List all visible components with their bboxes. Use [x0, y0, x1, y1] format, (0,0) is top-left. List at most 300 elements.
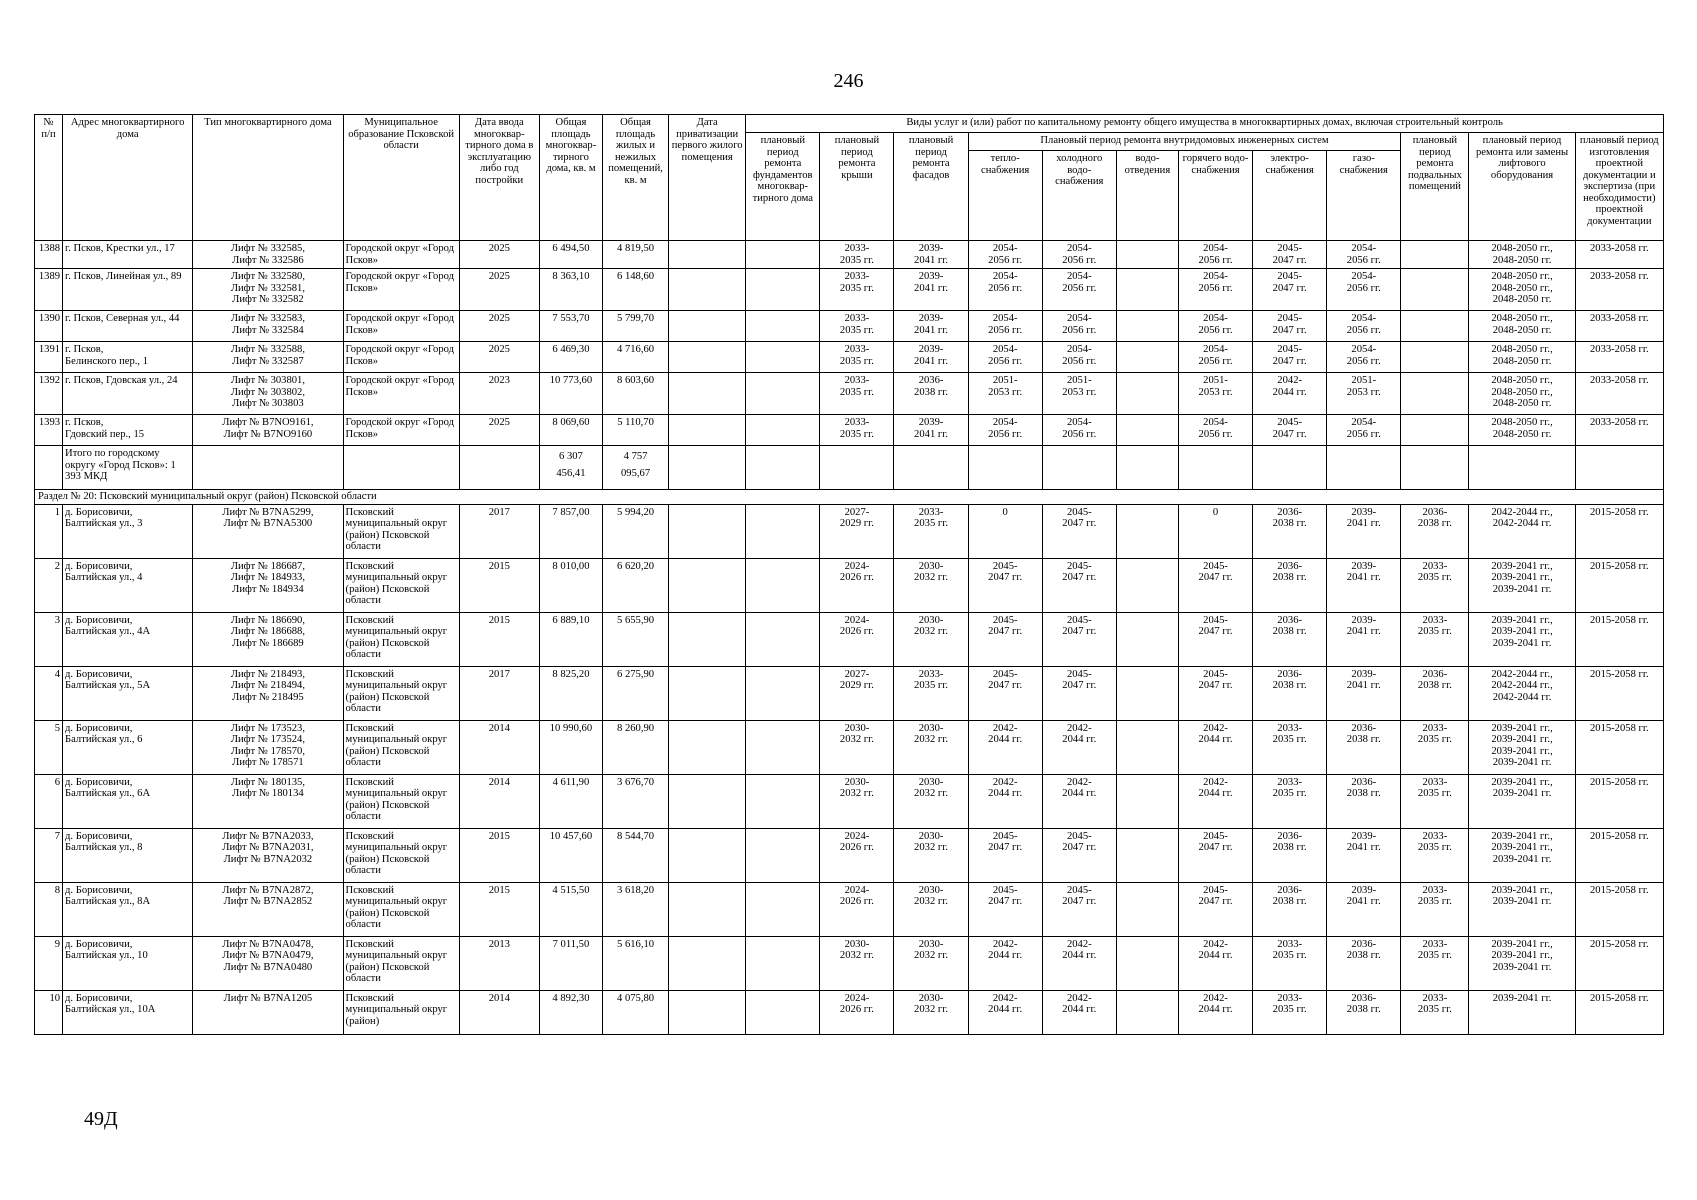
header-priv-date: Дата приватизации первого жилого помещения: [669, 115, 746, 241]
date-cell: 2014: [459, 990, 539, 1034]
hot-water-cell: 2042- 2044 гг.: [1178, 720, 1252, 774]
facade-cell: 2030- 2032 гг.: [894, 612, 968, 666]
project-cell: 2015-2058 гг.: [1575, 720, 1663, 774]
elevator-cell: 2039-2041 гг., 2039-2041 гг., 2039-2041 гг.: [1469, 936, 1575, 990]
elevator-cell: 2042-2044 гг., 2042-2044 гг., 2042-2044 гг.: [1469, 666, 1575, 720]
project-cell: 2015-2058 гг.: [1575, 828, 1663, 882]
drainage-cell: [1116, 990, 1178, 1034]
hot-water-cell: 2054- 2056 гг.: [1178, 342, 1252, 373]
roof-cell: 2024- 2026 гг.: [820, 882, 894, 936]
gas-cell: 2036- 2038 гг.: [1327, 720, 1401, 774]
project-cell: 2033-2058 гг.: [1575, 342, 1663, 373]
municipality-cell: Городской округ «Город Псков»: [343, 373, 459, 415]
basement-cell: 2033- 2035 гг.: [1401, 558, 1469, 612]
drainage-cell: [1116, 311, 1178, 342]
priv-date-cell: [669, 504, 746, 558]
table-row: [35, 936, 1664, 990]
hot-water-cell: 2054- 2056 гг.: [1178, 269, 1252, 311]
heat-cell: 2054- 2056 гг.: [968, 269, 1042, 311]
basement-cell: [1401, 342, 1469, 373]
basement-cell: 2033- 2035 гг.: [1401, 990, 1469, 1034]
project-cell: 2015-2058 гг.: [1575, 612, 1663, 666]
date-cell: 2023: [459, 373, 539, 415]
cold-water-cell: 2045- 2047 гг.: [1042, 882, 1116, 936]
facade-cell: 2039- 2041 гг.: [894, 311, 968, 342]
basement-cell: [1401, 269, 1469, 311]
date-cell: 2014: [459, 774, 539, 828]
gas-cell: 2054- 2056 гг.: [1327, 342, 1401, 373]
header-elevator: плановый период ремонта или замены лифтового оборудования: [1469, 133, 1575, 241]
roof-cell: 2030- 2032 гг.: [820, 936, 894, 990]
cold-water-cell: 2045- 2047 гг.: [1042, 558, 1116, 612]
hot-water-cell: 2045- 2047 гг.: [1178, 882, 1252, 936]
basement-cell: 2036- 2038 гг.: [1401, 504, 1469, 558]
heat-cell: 0: [968, 504, 1042, 558]
electric-cell: 2033- 2035 гг.: [1253, 774, 1327, 828]
roof-cell: 2024- 2026 гг.: [820, 990, 894, 1034]
heat-cell: 2054- 2056 гг.: [968, 241, 1042, 269]
address-cell: д. Борисовичи, Балтийская ул., 3: [63, 504, 193, 558]
date-cell: 2017: [459, 504, 539, 558]
header-works-group: Виды услуг и (или) работ по капитальному ремонту общего имущества в многоквартирных домах, включая строительный контроль: [746, 115, 1664, 133]
drainage-cell: [1116, 269, 1178, 311]
cold-water-cell: 2042- 2044 гг.: [1042, 720, 1116, 774]
elevator-cell: 2039-2041 гг., 2039-2041 гг., 2039-2041 гг.: [1469, 612, 1575, 666]
table-row: [35, 720, 1664, 774]
roof-cell: 2024- 2026 гг.: [820, 828, 894, 882]
roof-cell: 2033- 2035 гг.: [820, 269, 894, 311]
roof-cell: 2024- 2026 гг.: [820, 612, 894, 666]
date-cell: 2025: [459, 342, 539, 373]
total-area-cell: 10 990,60: [539, 720, 602, 774]
drainage-cell: [1116, 666, 1178, 720]
facade-cell: 2030- 2032 гг.: [894, 936, 968, 990]
electric-cell: 2036- 2038 гг.: [1253, 504, 1327, 558]
header-drainage: водо-отведения: [1116, 151, 1178, 241]
priv-date-cell: [669, 990, 746, 1034]
foundation-cell: [746, 558, 820, 612]
gas-cell: 2054- 2056 гг.: [1327, 311, 1401, 342]
foundation-cell: [746, 504, 820, 558]
res-area-cell: 8 544,70: [603, 828, 669, 882]
municipality-cell: Псковский муниципальный округ (район) Псковской области: [343, 774, 459, 828]
hot-water-cell: 2054- 2056 гг.: [1178, 241, 1252, 269]
hot-water-cell: 2051- 2053 гг.: [1178, 373, 1252, 415]
address-cell: д. Борисовичи, Балтийская ул., 10А: [63, 990, 193, 1034]
total-area-cell: 4 611,90: [539, 774, 602, 828]
roof-cell: 2033- 2035 гг.: [820, 415, 894, 446]
cold-water-cell: 2054- 2056 гг.: [1042, 342, 1116, 373]
row-number: 4: [35, 666, 63, 720]
drainage-cell: [1116, 373, 1178, 415]
date-cell: 2025: [459, 415, 539, 446]
cold-water-cell: 2045- 2047 гг.: [1042, 666, 1116, 720]
foundation-cell: [746, 828, 820, 882]
municipality-cell: Городской округ «Город Псков»: [343, 241, 459, 269]
facade-cell: 2030- 2032 гг.: [894, 774, 968, 828]
address-cell: д. Борисовичи, Балтийская ул., 10: [63, 936, 193, 990]
type-cell: Лифт № 332585, Лифт № 332586: [193, 241, 343, 269]
drainage-cell: [1116, 882, 1178, 936]
hot-water-cell: 0: [1178, 504, 1252, 558]
project-cell: 2033-2058 гг.: [1575, 373, 1663, 415]
header-facade: плановый период ремонта фасадов: [894, 133, 968, 241]
basement-cell: [1401, 241, 1469, 269]
section-row: [35, 490, 1664, 505]
cold-water-cell: 2045- 2047 гг.: [1042, 504, 1116, 558]
total-area-cell: 10 773,60: [539, 373, 602, 415]
basement-cell: [1401, 373, 1469, 415]
header-basement: плановый период ремонта подвальных помещений: [1401, 133, 1469, 241]
header-electric: электро-снабжения: [1253, 151, 1327, 241]
table-row: [35, 241, 1664, 269]
electric-cell: 2036- 2038 гг.: [1253, 882, 1327, 936]
elevator-cell: 2039-2041 гг.: [1469, 990, 1575, 1034]
header-num: № п/п: [35, 115, 63, 241]
foundation-cell: [746, 720, 820, 774]
header-systems-group: Плановый период ремонта внутридомовых инженерных систем: [968, 133, 1401, 151]
municipality-cell: Городской округ «Город Псков»: [343, 311, 459, 342]
hot-water-cell: 2045- 2047 гг.: [1178, 612, 1252, 666]
elevator-cell: 2048-2050 гг., 2048-2050 гг.: [1469, 241, 1575, 269]
basement-cell: [1401, 415, 1469, 446]
heat-cell: 2051- 2053 гг.: [968, 373, 1042, 415]
elevator-cell: 2048-2050 гг., 2048-2050 гг.: [1469, 311, 1575, 342]
elevator-cell: 2039-2041 гг., 2039-2041 гг.: [1469, 882, 1575, 936]
basement-cell: 2033- 2035 гг.: [1401, 936, 1469, 990]
municipality-cell: Псковский муниципальный округ (район) Псковской области: [343, 504, 459, 558]
type-cell: Лифт № 332588, Лифт № 332587: [193, 342, 343, 373]
total-area-cell: 6 469,30: [539, 342, 602, 373]
address-cell: д. Борисовичи, Балтийская ул., 6: [63, 720, 193, 774]
heat-cell: 2042- 2044 гг.: [968, 936, 1042, 990]
drainage-cell: [1116, 241, 1178, 269]
res-area-cell: 3 618,20: [603, 882, 669, 936]
basement-cell: 2033- 2035 гг.: [1401, 882, 1469, 936]
electric-cell: 2033- 2035 гг.: [1253, 720, 1327, 774]
table-row: [35, 269, 1664, 311]
municipality-cell: Псковский муниципальный округ (район) Псковской области: [343, 720, 459, 774]
type-cell: Лифт № B7NO9161, Лифт № B7NO9160: [193, 415, 343, 446]
type-cell: Лифт № B7NA1205: [193, 990, 343, 1034]
table-header: [35, 115, 1664, 241]
basement-cell: 2033- 2035 гг.: [1401, 774, 1469, 828]
facade-cell: 2030- 2032 гг.: [894, 720, 968, 774]
project-cell: 2015-2058 гг.: [1575, 666, 1663, 720]
type-cell: Лифт № 303801, Лифт № 303802, Лифт № 303803: [193, 373, 343, 415]
header-project: плановый период изготовления проектной документации и экспертиза (при необходимости) проектной документации: [1575, 133, 1663, 241]
cold-water-cell: 2054- 2056 гг.: [1042, 269, 1116, 311]
res-area-sum: 4 757 095,67: [603, 446, 669, 490]
res-area-cell: 8 603,60: [603, 373, 669, 415]
res-area-cell: 5 994,20: [603, 504, 669, 558]
type-cell: Лифт № 186687, Лифт № 184933, Лифт № 184934: [193, 558, 343, 612]
row-number: 2: [35, 558, 63, 612]
cold-water-cell: 2042- 2044 гг.: [1042, 990, 1116, 1034]
total-area-cell: 7 553,70: [539, 311, 602, 342]
total-area-cell: 8 363,10: [539, 269, 602, 311]
heat-cell: 2045- 2047 гг.: [968, 666, 1042, 720]
elevator-cell: 2048-2050 гг., 2048-2050 гг., 2048-2050 гг.: [1469, 269, 1575, 311]
roof-cell: 2033- 2035 гг.: [820, 311, 894, 342]
drainage-cell: [1116, 936, 1178, 990]
priv-date-cell: [669, 936, 746, 990]
row-number: 1390: [35, 311, 63, 342]
type-cell: Лифт № 218493, Лифт № 218494, Лифт № 218495: [193, 666, 343, 720]
cold-water-cell: 2042- 2044 гг.: [1042, 774, 1116, 828]
project-cell: 2015-2058 гг.: [1575, 882, 1663, 936]
address-cell: д. Борисовичи, Балтийская ул., 4А: [63, 612, 193, 666]
date-cell: 2025: [459, 241, 539, 269]
priv-date-cell: [669, 342, 746, 373]
address-cell: г. Псков, Крестки ул., 17: [63, 241, 193, 269]
header-address: Адрес многоквартирного дома: [63, 115, 193, 241]
res-area-cell: 6 620,20: [603, 558, 669, 612]
table-row: [35, 415, 1664, 446]
total-area-sum: 6 307 456,41: [539, 446, 602, 490]
facade-cell: 2039- 2041 гг.: [894, 269, 968, 311]
heat-cell: 2042- 2044 гг.: [968, 990, 1042, 1034]
total-area-cell: 6 889,10: [539, 612, 602, 666]
heat-cell: 2042- 2044 гг.: [968, 720, 1042, 774]
priv-date-cell: [669, 882, 746, 936]
roof-cell: 2024- 2026 гг.: [820, 558, 894, 612]
capital-repair-table: [34, 114, 1664, 1035]
row-number: 1: [35, 504, 63, 558]
heat-cell: 2045- 2047 гг.: [968, 882, 1042, 936]
municipality-cell: Псковский муниципальный округ (район) Псковской области: [343, 612, 459, 666]
table-body-pskov: [35, 241, 1664, 446]
header-res-area: Общая площадь жилых и нежилых помещений, кв. м: [603, 115, 669, 241]
cold-water-cell: 2042- 2044 гг.: [1042, 936, 1116, 990]
address-cell: г. Псков, Белинского пер., 1: [63, 342, 193, 373]
type-cell: Лифт № B7NA2872, Лифт № B7NA2852: [193, 882, 343, 936]
type-cell: Лифт № 332580, Лифт № 332581, Лифт № 332582: [193, 269, 343, 311]
priv-date-cell: [669, 558, 746, 612]
elevator-cell: 2039-2041 гг., 2039-2041 гг., 2039-2041 гг.: [1469, 828, 1575, 882]
elevator-cell: 2042-2044 гг., 2042-2044 гг.: [1469, 504, 1575, 558]
res-area-cell: 8 260,90: [603, 720, 669, 774]
facade-cell: 2030- 2032 гг.: [894, 882, 968, 936]
row-number: 1392: [35, 373, 63, 415]
municipality-cell: Псковский муниципальный округ (район) Псковской области: [343, 936, 459, 990]
facade-cell: 2033- 2035 гг.: [894, 504, 968, 558]
cold-water-cell: 2054- 2056 гг.: [1042, 311, 1116, 342]
priv-date-cell: [669, 666, 746, 720]
row-number: 1389: [35, 269, 63, 311]
row-number: 1391: [35, 342, 63, 373]
gas-cell: 2051- 2053 гг.: [1327, 373, 1401, 415]
header-roof: плановый период ремонта крыши: [820, 133, 894, 241]
gas-cell: 2039- 2041 гг.: [1327, 828, 1401, 882]
row-number: 1388: [35, 241, 63, 269]
roof-cell: 2030- 2032 гг.: [820, 774, 894, 828]
facade-cell: 2030- 2032 гг.: [894, 990, 968, 1034]
res-area-cell: 3 676,70: [603, 774, 669, 828]
roof-cell: 2033- 2035 гг.: [820, 373, 894, 415]
cold-water-cell: 2054- 2056 гг.: [1042, 241, 1116, 269]
drainage-cell: [1116, 342, 1178, 373]
address-cell: г. Псков, Северная ул., 44: [63, 311, 193, 342]
res-area-cell: 5 799,70: [603, 311, 669, 342]
municipality-cell: Псковский муниципальный округ (район) Псковской области: [343, 558, 459, 612]
res-area-cell: 4 716,60: [603, 342, 669, 373]
municipality-cell: Псковский муниципальный округ (район) Псковской области: [343, 882, 459, 936]
total-area-cell: 7 011,50: [539, 936, 602, 990]
total-area-cell: 8 825,20: [539, 666, 602, 720]
municipality-cell: Псковский муниципальный округ (район) Псковской области: [343, 666, 459, 720]
address-cell: г. Псков, Гдовский пер., 15: [63, 415, 193, 446]
gas-cell: 2036- 2038 гг.: [1327, 774, 1401, 828]
date-cell: 2017: [459, 666, 539, 720]
elevator-cell: 2048-2050 гг., 2048-2050 гг.: [1469, 342, 1575, 373]
date-cell: 2013: [459, 936, 539, 990]
foundation-cell: [746, 666, 820, 720]
table-body-district: [35, 504, 1664, 1034]
total-area-cell: 6 494,50: [539, 241, 602, 269]
row-number: 5: [35, 720, 63, 774]
facade-cell: 2030- 2032 гг.: [894, 828, 968, 882]
res-area-cell: 5 616,10: [603, 936, 669, 990]
foundation-cell: [746, 612, 820, 666]
date-cell: 2025: [459, 269, 539, 311]
res-area-cell: 6 148,60: [603, 269, 669, 311]
type-cell: Лифт № B7NA5299, Лифт № B7NA5300: [193, 504, 343, 558]
date-cell: 2015: [459, 828, 539, 882]
heat-cell: 2045- 2047 гг.: [968, 612, 1042, 666]
foundation-cell: [746, 774, 820, 828]
foundation-cell: [746, 882, 820, 936]
project-cell: 2015-2058 гг.: [1575, 936, 1663, 990]
roof-cell: 2033- 2035 гг.: [820, 241, 894, 269]
header-date: Дата ввода многоквар-тирного дома в эксплуатацию либо год постройки: [459, 115, 539, 241]
priv-date-cell: [669, 415, 746, 446]
gas-cell: 2036- 2038 гг.: [1327, 936, 1401, 990]
electric-cell: 2033- 2035 гг.: [1253, 990, 1327, 1034]
cold-water-cell: 2054- 2056 гг.: [1042, 415, 1116, 446]
row-number: 8: [35, 882, 63, 936]
header-municipality: Муниципальное образование Псковской области: [343, 115, 459, 241]
drainage-cell: [1116, 720, 1178, 774]
elevator-cell: 2039-2041 гг., 2039-2041 гг., 2039-2041 гг.: [1469, 558, 1575, 612]
table-row: [35, 342, 1664, 373]
res-area-cell: 5 110,70: [603, 415, 669, 446]
hot-water-cell: 2054- 2056 гг.: [1178, 415, 1252, 446]
roof-cell: 2030- 2032 гг.: [820, 720, 894, 774]
electric-cell: 2036- 2038 гг.: [1253, 828, 1327, 882]
row-number: 10: [35, 990, 63, 1034]
table-row: [35, 666, 1664, 720]
foundation-cell: [746, 342, 820, 373]
priv-date-cell: [669, 269, 746, 311]
priv-date-cell: [669, 373, 746, 415]
type-cell: Лифт № 173523, Лифт № 173524, Лифт № 178570, Лифт № 178571: [193, 720, 343, 774]
hot-water-cell: 2054- 2056 гг.: [1178, 311, 1252, 342]
electric-cell: 2036- 2038 гг.: [1253, 666, 1327, 720]
table-row: [35, 990, 1664, 1034]
priv-date-cell: [669, 720, 746, 774]
electric-cell: 2045- 2047 гг.: [1253, 342, 1327, 373]
basement-cell: [1401, 311, 1469, 342]
facade-cell: 2033- 2035 гг.: [894, 666, 968, 720]
facade-cell: 2036- 2038 гг.: [894, 373, 968, 415]
header-heat: тепло-снабжения: [968, 151, 1042, 241]
total-label: Итого по городскому округу «Город Псков»: 1 393 МКД: [63, 446, 193, 490]
foundation-cell: [746, 241, 820, 269]
row-number: 9: [35, 936, 63, 990]
facade-cell: 2039- 2041 гг.: [894, 342, 968, 373]
header-type: Тип многоквартирного дома: [193, 115, 343, 241]
basement-cell: 2033- 2035 гг.: [1401, 720, 1469, 774]
foundation-cell: [746, 415, 820, 446]
res-area-cell: 5 655,90: [603, 612, 669, 666]
cold-water-cell: 2045- 2047 гг.: [1042, 612, 1116, 666]
roof-cell: 2033- 2035 гг.: [820, 342, 894, 373]
row-number: 7: [35, 828, 63, 882]
date-cell: 2015: [459, 882, 539, 936]
heat-cell: 2042- 2044 гг.: [968, 774, 1042, 828]
gas-cell: 2054- 2056 гг.: [1327, 241, 1401, 269]
elevator-cell: 2048-2050 гг., 2048-2050 гг.: [1469, 415, 1575, 446]
gas-cell: 2039- 2041 гг.: [1327, 558, 1401, 612]
table-row: [35, 311, 1664, 342]
total-row: [35, 446, 1664, 490]
basement-cell: 2033- 2035 гг.: [1401, 612, 1469, 666]
table-row: [35, 504, 1664, 558]
drainage-cell: [1116, 558, 1178, 612]
drainage-cell: [1116, 612, 1178, 666]
res-area-cell: 4 075,80: [603, 990, 669, 1034]
type-cell: Лифт № B7NA2033, Лифт № B7NA2031, Лифт № B7NA2032: [193, 828, 343, 882]
date-cell: 2014: [459, 720, 539, 774]
type-cell: Лифт № 332583, Лифт № 332584: [193, 311, 343, 342]
date-cell: 2015: [459, 612, 539, 666]
hot-water-cell: 2042- 2044 гг.: [1178, 774, 1252, 828]
drainage-cell: [1116, 828, 1178, 882]
elevator-cell: 2039-2041 гг., 2039-2041 гг.: [1469, 774, 1575, 828]
electric-cell: 2036- 2038 гг.: [1253, 558, 1327, 612]
type-cell: Лифт № 180135, Лифт № 180134: [193, 774, 343, 828]
gas-cell: 2036- 2038 гг.: [1327, 990, 1401, 1034]
electric-cell: 2045- 2047 гг.: [1253, 269, 1327, 311]
facade-cell: 2039- 2041 гг.: [894, 415, 968, 446]
gas-cell: 2039- 2041 гг.: [1327, 612, 1401, 666]
project-cell: 2033-2058 гг.: [1575, 415, 1663, 446]
municipality-cell: Городской округ «Город Псков»: [343, 269, 459, 311]
project-cell: 2015-2058 гг.: [1575, 990, 1663, 1034]
hot-water-cell: 2045- 2047 гг.: [1178, 666, 1252, 720]
drainage-cell: [1116, 415, 1178, 446]
gas-cell: 2039- 2041 гг.: [1327, 666, 1401, 720]
row-number: 6: [35, 774, 63, 828]
page-number: 246: [833, 70, 864, 92]
date-cell: 2025: [459, 311, 539, 342]
table-total: [35, 446, 1664, 505]
project-cell: 2033-2058 гг.: [1575, 269, 1663, 311]
electric-cell: 2033- 2035 гг.: [1253, 936, 1327, 990]
foundation-cell: [746, 311, 820, 342]
foundation-cell: [746, 269, 820, 311]
foundation-cell: [746, 936, 820, 990]
municipality-cell: Псковский муниципальный округ (район) Псковской области: [343, 828, 459, 882]
heat-cell: 2054- 2056 гг.: [968, 311, 1042, 342]
header-gas: газо-снабжения: [1327, 151, 1401, 241]
heat-cell: 2054- 2056 гг.: [968, 342, 1042, 373]
type-cell: Лифт № 186690, Лифт № 186688, Лифт № 186689: [193, 612, 343, 666]
row-number: 1393: [35, 415, 63, 446]
elevator-cell: 2039-2041 гг., 2039-2041 гг., 2039-2041 гг., 2039-2041 гг.: [1469, 720, 1575, 774]
cold-water-cell: 2045- 2047 гг.: [1042, 828, 1116, 882]
